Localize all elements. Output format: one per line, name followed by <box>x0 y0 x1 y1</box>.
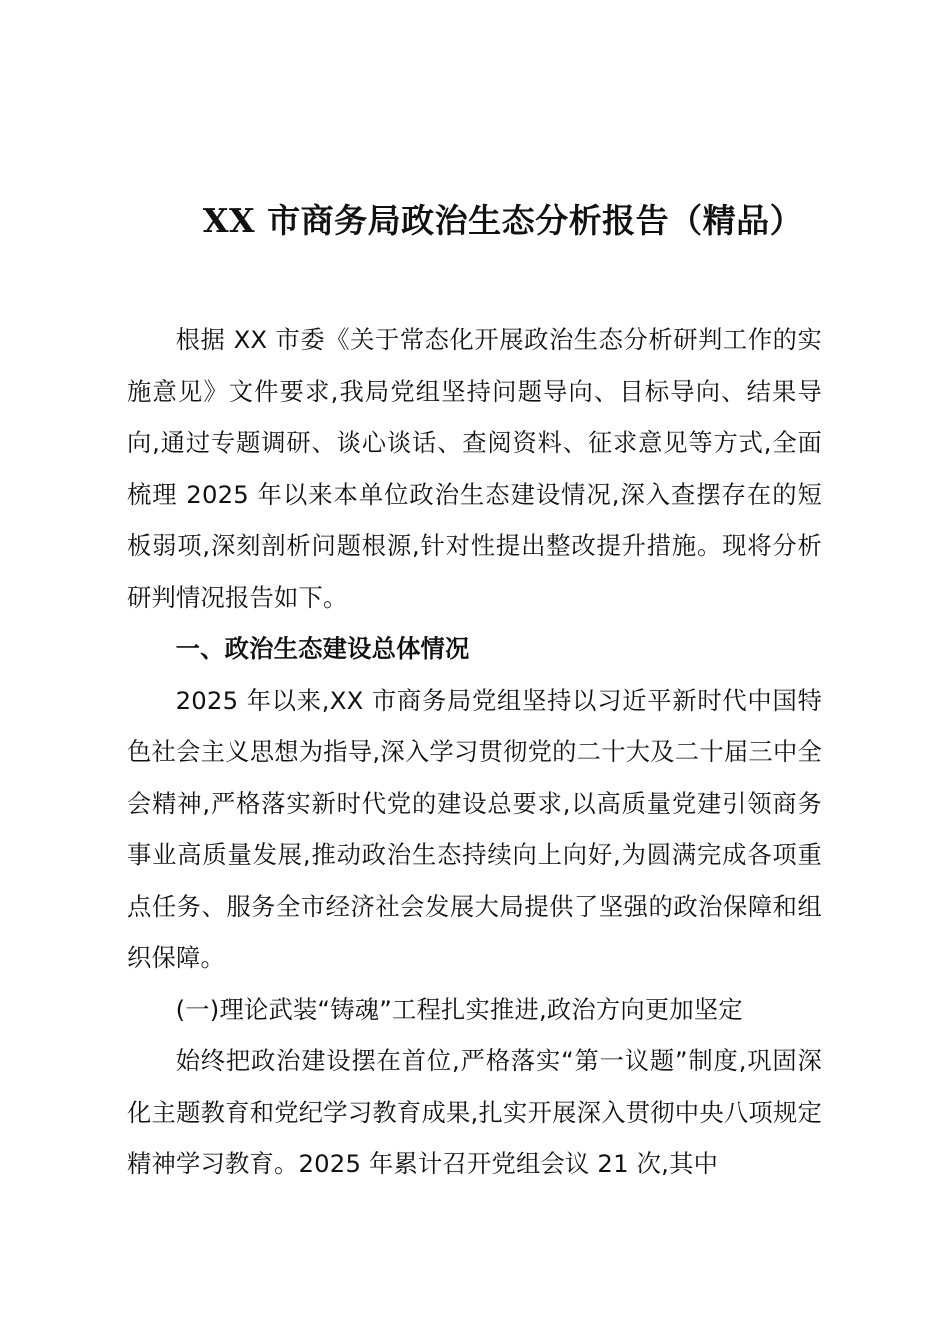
document-body <box>127 314 822 1190</box>
intro-paragraph: 根据 XX 市委《关于常态化开展政治生态分析研判工作的实施意见》文件要求,我局党组坚持问题导向、目标导向、结果导向,通过专题调研、谈心谈话、查阅资料、征求意见等方式,全面梳理 2025 年以来本单位政治生态建设情况,深入查摆存在的短板弱项,深刻剖析问题根源,针对性提出整改提升措施。现将分析研判情况报告如下。 <box>127 325 822 612</box>
document-title: XX 市商务局政治生态分析报告（精品） <box>202 201 804 240</box>
section-heading: 一、政治生态建设总体情况 <box>175 634 470 663</box>
subsection-heading: (一)理论武装“铸魂”工程扎实推进,政治方向更加坚定 <box>175 994 743 1024</box>
section-paragraph: 2025 年以来,XX 市商务局党组坚持以习近平新时代中国特色社会主义思想为指导,深入学习贯彻党的二十大及二十届三中全会精神,严格落实新时代党的建设总要求,以高质量党建引领商务事业高质量发展,推动政治生态持续向上向好,为圆满完成各项重点任务、服务全市经济社会发展大局提供了坚强的政治保障和组织保障。 <box>127 685 822 972</box>
subsection-paragraph: 始终把政治建设摆在首位,严格落实“第一议题”制度,巩固深化主题教育和党纪学习教育成果,扎实开展深入贯彻中央八项规定精神学习教育。2025 年累计召开党组会议 21 次,其中 <box>127 1046 822 1178</box>
